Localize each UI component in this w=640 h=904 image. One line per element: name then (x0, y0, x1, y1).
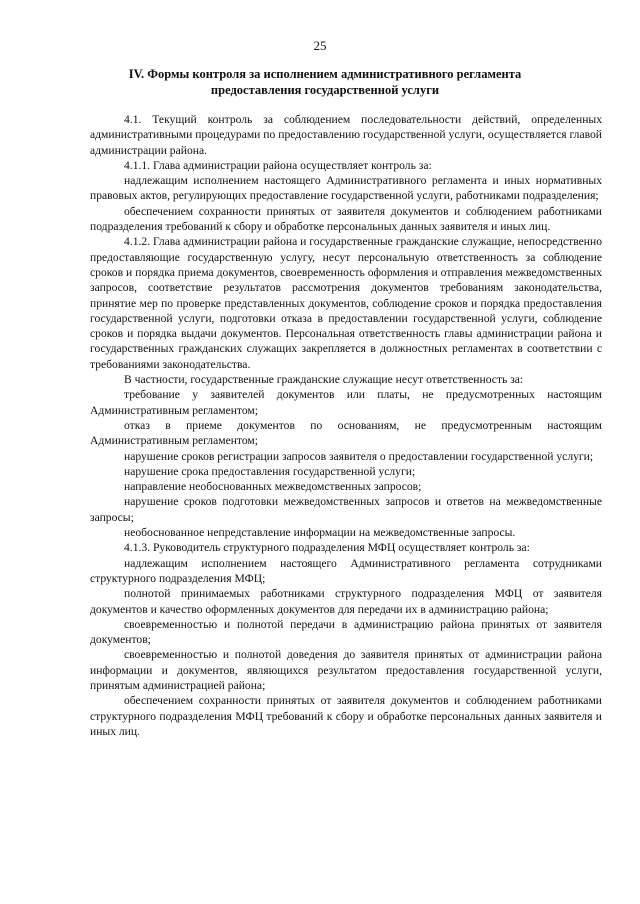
paragraph: обеспечением сохранности принятых от заявителя документов и соблюдением работниками структурного подразделения МФЦ требований к сбору и обработке персональных данных заявителя и иных лиц. (90, 694, 602, 738)
paragraph: требование у заявителей документов или платы, не предусмотренных настоящим Административным регламентом; (90, 388, 602, 417)
paragraph: необоснованное непредставление информации на межведомственные запросы. (124, 526, 516, 540)
section-heading-line-1: IV. Формы контроля за исполнением административного регламента (128, 67, 522, 81)
paragraph: направление необоснованных межведомственных запросов; (124, 480, 422, 494)
section-heading (100, 66, 550, 98)
paragraph: 4.1.3. Руководитель структурного подразделения МФЦ осуществляет контроль за: (124, 541, 530, 555)
paragraph: 4.1.1. Глава администрации района осуществляет контроль за: (124, 158, 432, 172)
paragraph: 4.1.2. Глава администрации района и государственные гражданские служащие, непосредственно предоставляющие государственную услугу, несут персональную ответственность за соблюдение сроков и порядка приема документов, своевременность оформления и отправления межведомственных запросов, соответствие результатов рассмотрения документов требованиям законодательства, принятие мер по проверке представленных документов, соблюдение сроков и порядка предоставления государственной услуги, подготовки отказа в предоставлении государственной услуги, соблюдение сроков и порядка выдачи документов. Персональная ответственность главы администрации района и государственных гражданских служащих закрепляется в должностных регламентах в соответствии с требованиями законодательства. (90, 235, 602, 371)
paragraph: своевременностью и полнотой передачи в администрацию района принятых от заявителя документов; (90, 617, 602, 647)
document-body (90, 112, 602, 739)
paragraph: нарушение сроков регистрации запросов заявителя о предоставлении государственной услуги; (124, 449, 594, 463)
paragraph: надлежащим исполнением настоящего Административного регламента сотрудниками структурного подразделения МФЦ; (90, 556, 602, 585)
paragraph: 4.1. Текущий контроль за соблюдением последовательности действий, определенных административными процедурами по предоставлению государственной услуги, осуществляется главой администрации района. (90, 113, 602, 157)
paragraph: нарушение сроков подготовки межведомственных запросов и ответов на межведомственные запросы; (90, 495, 602, 524)
paragraph: надлежащим исполнением настоящего Административного регламента и иных нормативных правовых актов, регулирующих предоставление государственной услуги, работниками подразделения; (90, 174, 602, 203)
paragraph: полнотой принимаемых работниками структурного подразделения МФЦ от заявителя документов и качество оформленных документов для передачи их в администрацию района; (90, 587, 602, 616)
paragraph: нарушение срока предоставления государственной услуги; (124, 464, 416, 478)
section-heading-line-2: предоставления государственной услуги (210, 83, 440, 97)
paragraph: отказ в приеме документов по основаниям, не предусмотренным настоящим Административным регламентом; (90, 418, 602, 448)
paragraph: своевременностью и полнотой доведения до заявителя принятых от администрации района информации и документов, являющихся результатом предоставления государственной услуги, принятым администрацией района; (90, 648, 602, 692)
paragraph: В частности, государственные гражданские служащие несут ответственность за: (124, 373, 524, 387)
paragraph: обеспечением сохранности принятых от заявителя документов и соблюдением работниками подразделения требований к сбору и обработке персональных данных заявителя и иных лиц. (90, 204, 602, 234)
page-number: 25 (313, 38, 327, 53)
